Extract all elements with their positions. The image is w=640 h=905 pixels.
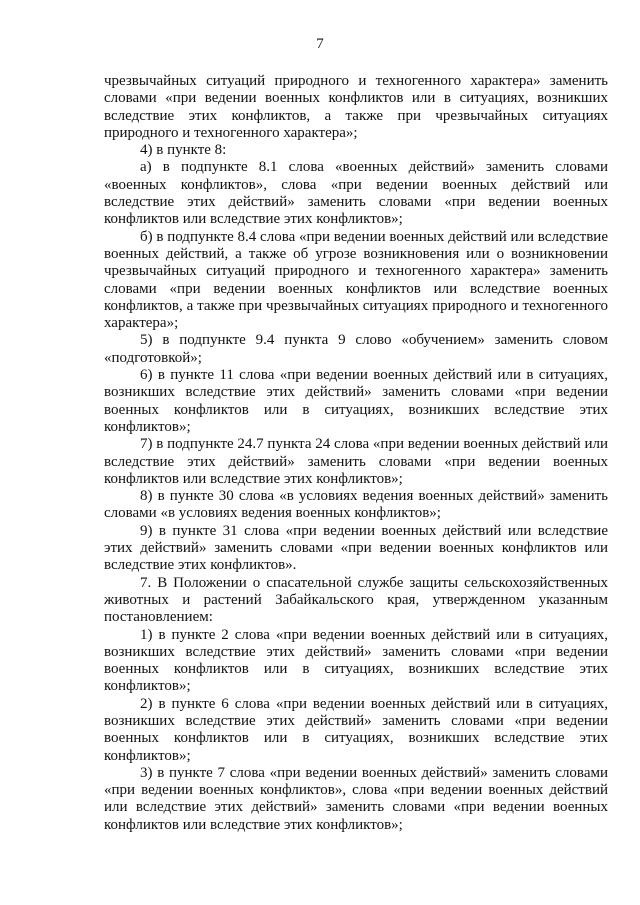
paragraph: 5) в подпункте 9.4 пункта 9 слово «обучением» заменить словом «подготовкой»; (104, 332, 608, 366)
paragraph: 7. В Положении о спасательной службе защиты сельскохозяйственных животных и растений Забайкальского края, утвержденном указанным постановлением: (104, 574, 608, 626)
document-body (104, 73, 608, 834)
paragraph: 1) в пункте 2 слова «при ведении военных действий или в ситуациях, возникших вследствие этих действий» заменить словами «при ведении военных конфликтов или в ситуациях, возникших вследствие этих конфликтов»; (104, 626, 608, 695)
paragraph: 7) в подпункте 24.7 пункта 24 слова «при ведении военных действий или вследствие этих действий» заменить словами «при ведении военных конфликтов или вследствие этих конфликтов»; (104, 436, 608, 487)
paragraph: 2) в пункте 6 слова «при ведении военных действий или в ситуациях, возникших вследствие этих действий» заменить словами «при ведении военных конфликтов или в ситуациях, возникших вследствие этих конфликтов»; (104, 695, 608, 764)
paragraph: чрезвычайных ситуаций природного и техногенного характера» заменить словами «при ведении военных конфликтов или в ситуациях, возникших вследствие этих конфликтов, а также при чрезвычайных ситуациях природного и техногенного характера»; (104, 73, 608, 141)
page-number: 7 (316, 36, 324, 52)
paragraph: 3) в пункте 7 слова «при ведении военных действий» заменить словами «при ведении военных конфликтов», слова «при ведении военных действий или вследствие этих действий» заменить словами «при ведении военных конфликтов или вследствие этих конфликтов»; (104, 764, 608, 833)
paragraph: 6) в пункте 11 слова «при ведении военных действий или в ситуациях, возникших вследствие этих действий» заменить словами «при ведении военных конфликтов или в ситуациях, возникших вследствие этих конфликтов»; (104, 367, 608, 435)
paragraph: б) в подпункте 8.4 слова «при ведении военных действий или вследствие военных действий, а также об угрозе возникновения или о возникновении чрезвычайных ситуаций природного и техногенного характера» заменить словами «при ведении военных конфликтов или вследствие военных конфликтов, а также при чрезвычайных ситуациях природного и техногенного характера»; (104, 228, 608, 332)
paragraph: 9) в пункте 31 слова «при ведении военных действий или вследствие этих действий» заменить словами «при ведении военных конфликтов или вследствие этих конфликтов». (104, 522, 608, 574)
paragraph: 8) в пункте 30 слова «в условиях ведения военных действий» заменить словами «в условиях ведения военных конфликтов»; (104, 488, 608, 522)
paragraph: а) в подпункте 8.1 слова «военных действий» заменить словами «военных конфликтов», слова «при ведении военных действий или вследствие этих действий» заменить словами «при ведении военных конфликтов или вследствие этих конфликтов»; (104, 159, 608, 228)
paragraph: 4) в пункте 8: (140, 142, 227, 159)
